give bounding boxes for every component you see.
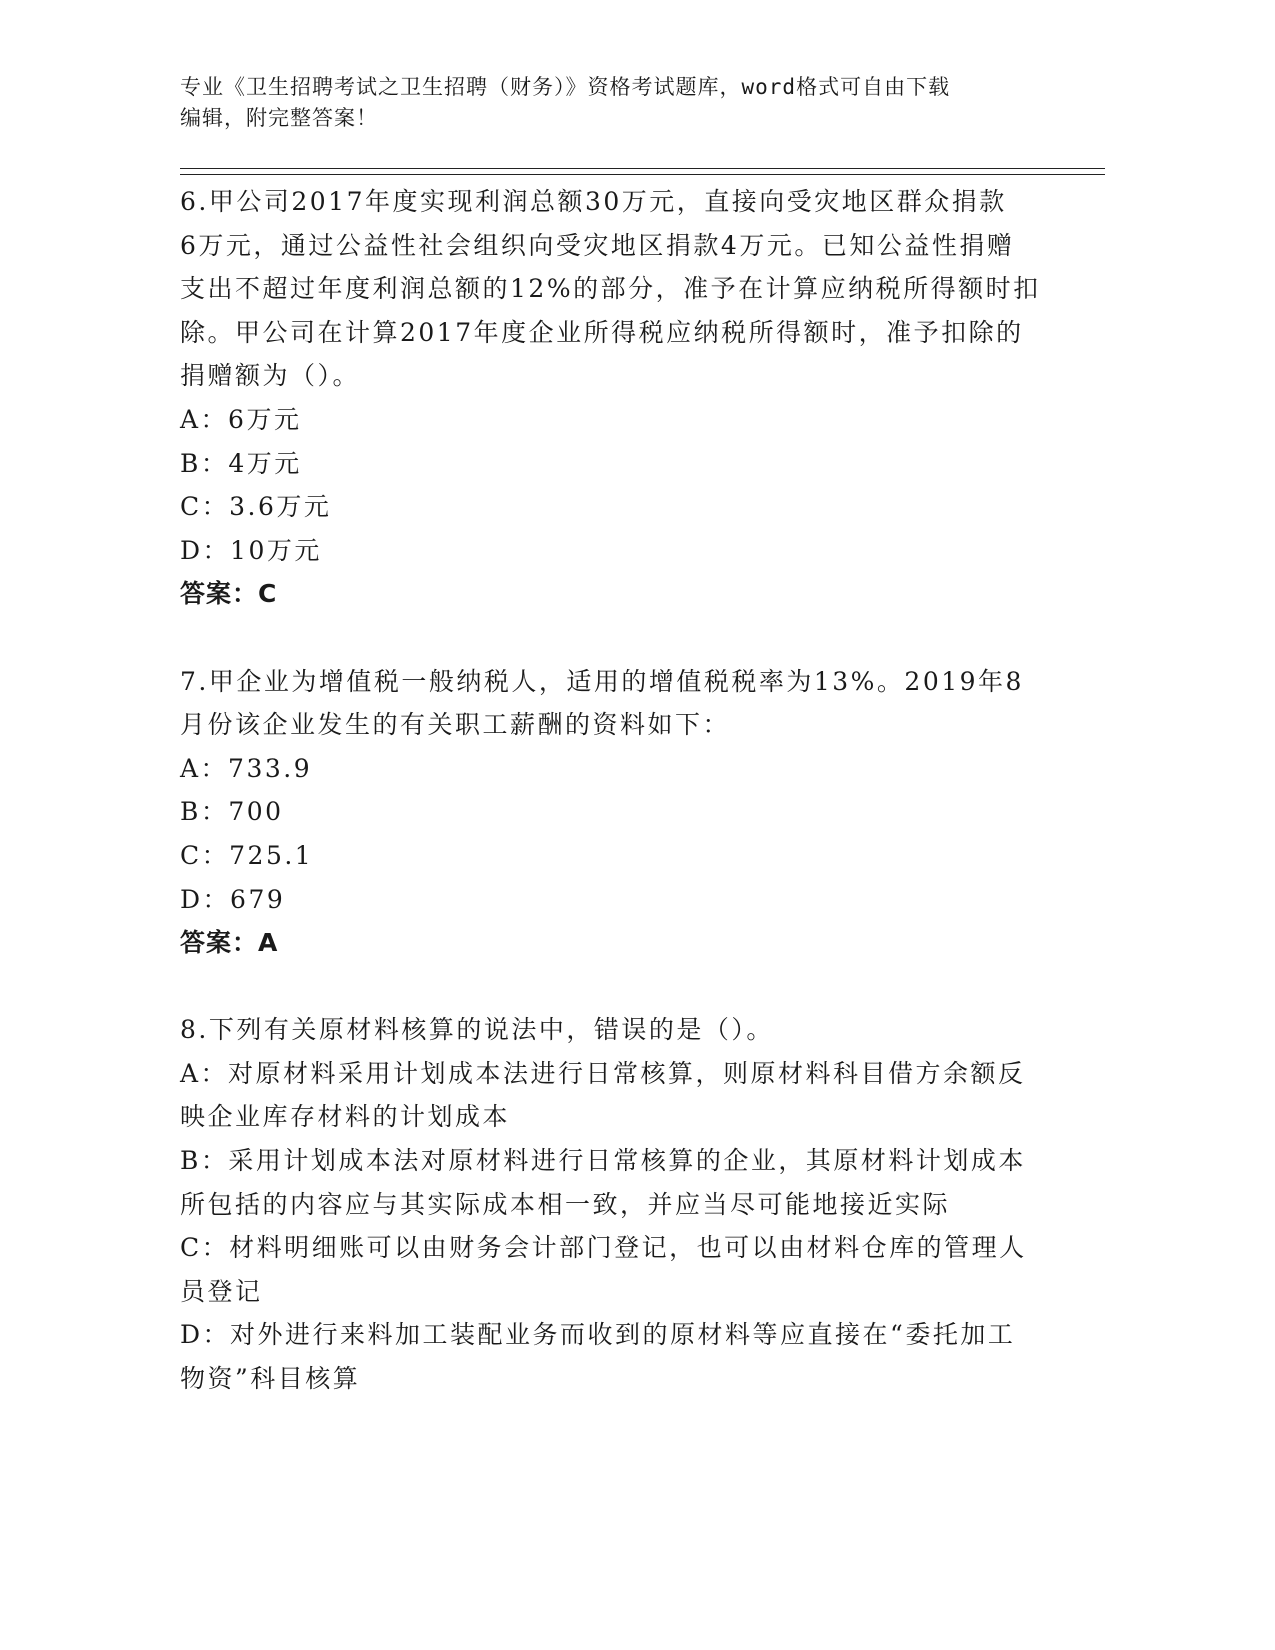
question-gap <box>180 965 1050 1009</box>
option-line: 映企业库存材料的计划成本 <box>180 1102 511 1132</box>
question-text-line: 7.甲企业为增值税一般纳税人，适用的增值税税率为13%。2019年8 <box>180 666 1024 696</box>
option-line: A：6万元 <box>180 404 302 434</box>
question-list <box>180 180 1050 1401</box>
question-text-line: 支出不超过年度利润总额的12%的部分，准予在计算应纳税所得额时扣 <box>180 274 1041 304</box>
question-block <box>180 660 1050 965</box>
document-header <box>180 72 1060 134</box>
option-line: A：对原材料采用计划成本法进行日常核算，则原材料科目借方余额反 <box>180 1058 1026 1088</box>
option-line: B：4万元 <box>180 448 302 478</box>
option-line: D：对外进行来料加工装配业务而收到的原材料等应直接在“委托加工 <box>180 1320 1016 1350</box>
question-text-line: 6.甲公司2017年度实现利润总额30万元，直接向受灾地区群众捐款 <box>180 187 1007 216</box>
question-text-line: 6万元，通过公益性社会组织向受灾地区捐款4万元。已知公益性捐赠 <box>180 230 1015 260</box>
option-line: D：10万元 <box>180 535 322 565</box>
option-line: C：725.1 <box>180 840 314 870</box>
header-line-1: 专业《卫生招聘考试之卫生招聘（财务）》资格考试题库，word格式可自由下载 <box>180 75 951 99</box>
answer-line: 答案：A <box>180 928 279 958</box>
question-block <box>180 180 1050 616</box>
question-text-line: 月份该企业发生的有关职工薪酬的资料如下： <box>180 710 731 740</box>
option-line: A：733.9 <box>180 753 313 783</box>
option-line: C：3.6万元 <box>180 492 332 522</box>
answer-line: 答案：C <box>180 579 278 609</box>
option-line: C：材料明细账可以由财务会计部门登记，也可以由材料仓库的管理人 <box>180 1233 1027 1263</box>
option-line: D：679 <box>180 884 286 914</box>
option-line: B：700 <box>180 797 284 827</box>
question-block <box>180 1008 1050 1400</box>
option-line: 所包括的内容应与其实际成本相一致，并应当尽可能地接近实际 <box>180 1189 951 1219</box>
option-line: B：采用计划成本法对原材料进行日常核算的企业，其原材料计划成本 <box>180 1146 1026 1176</box>
header-rule-top <box>180 168 1105 169</box>
question-text-line: 捐赠额为（）。 <box>180 361 361 391</box>
header-line-2: 编辑，附完整答案！ <box>180 106 378 130</box>
question-gap <box>180 616 1050 660</box>
option-line: 员登记 <box>180 1276 263 1306</box>
question-text-line: 8.下列有关原材料核算的说法中，错误的是（）。 <box>180 1015 774 1045</box>
question-text-line: 除。甲公司在计算2017年度企业所得税应纳税所得额时，准予扣除的 <box>180 317 1024 347</box>
header-rule-bottom <box>180 174 1105 175</box>
option-line: 物资”科目核算 <box>180 1364 361 1394</box>
